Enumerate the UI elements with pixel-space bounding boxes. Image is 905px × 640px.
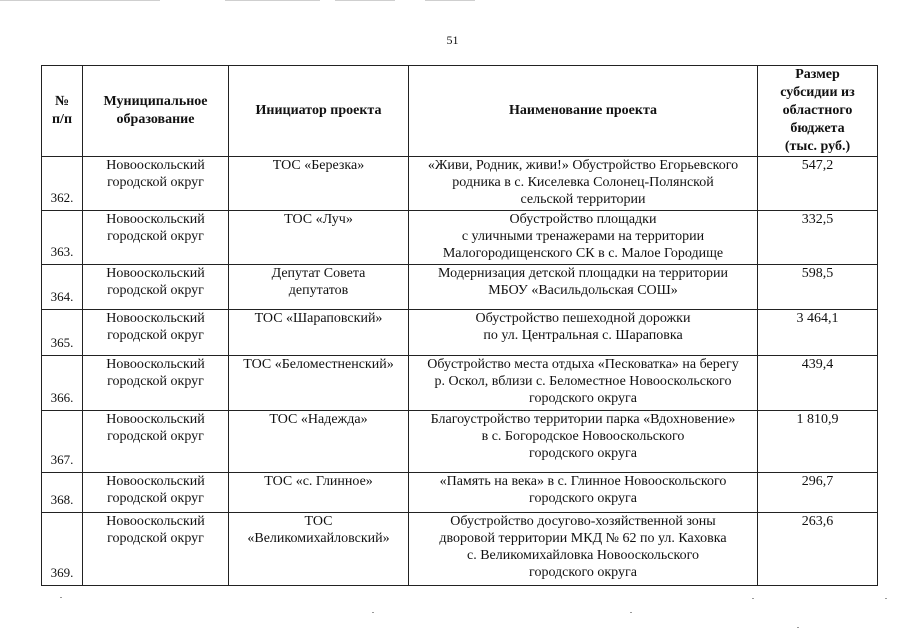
row-number: 367. (42, 411, 83, 473)
row-subsidy: 598,5 (758, 265, 878, 310)
row-project: Модернизация детской площадки на территории МБОУ «Васильдольская СОШ» (409, 265, 758, 310)
row-initiator: ТОС «Луч» (229, 211, 409, 265)
row-municipality: Новооскольский городской округ (83, 211, 229, 265)
table-header-row (42, 66, 878, 157)
row-initiator: ТОС «с. Глинное» (229, 473, 409, 513)
row-number: 366. (42, 356, 83, 411)
scan-edge-line (0, 0, 160, 1)
row-number: 364. (42, 265, 83, 310)
row-municipality: Новооскольский городской округ (83, 473, 229, 513)
scan-edge-line (425, 0, 475, 1)
row-municipality: Новооскольский городской округ (83, 513, 229, 586)
row-initiator: ТОС «Беломестненский» (229, 356, 409, 411)
row-number: 368. (42, 473, 83, 513)
row-subsidy: 3 464,1 (758, 310, 878, 356)
row-subsidy: 263,6 (758, 513, 878, 586)
scan-speck (372, 612, 374, 613)
page-number: 51 (446, 33, 459, 47)
scan-speck (752, 598, 754, 599)
scan-speck (630, 612, 632, 613)
scan-speck (885, 598, 887, 599)
table-row (42, 265, 878, 310)
row-number: 365. (42, 310, 83, 356)
row-initiator: ТОС «Надежда» (229, 411, 409, 473)
row-subsidy: 296,7 (758, 473, 878, 513)
row-project: Обустройство площадки с уличными тренажерами на территории Малогородищенского СК в с. Малое Городище (409, 211, 758, 265)
row-initiator: Депутат Совета депутатов (229, 265, 409, 310)
row-project: Обустройство места отдыха «Песковатка» на берегу р. Оскол, вблизи с. Беломестное Новооскольского городского округа (409, 356, 758, 411)
table-row (42, 473, 878, 513)
scan-edge-line (225, 0, 320, 1)
table-row (42, 157, 878, 211)
header-num: № п/п (42, 66, 83, 157)
scan-speck (797, 627, 799, 628)
row-subsidy: 439,4 (758, 356, 878, 411)
row-municipality: Новооскольский городской округ (83, 310, 229, 356)
row-number: 362. (42, 157, 83, 211)
subsidy-table (41, 65, 878, 586)
row-initiator: ТОС «Березка» (229, 157, 409, 211)
header-initiator: Инициатор проекта (229, 66, 409, 157)
row-municipality: Новооскольский городской округ (83, 265, 229, 310)
row-number: 369. (42, 513, 83, 586)
row-subsidy: 332,5 (758, 211, 878, 265)
row-municipality: Новооскольский городской округ (83, 411, 229, 473)
header-municipality: Муниципальное образование (83, 66, 229, 157)
row-municipality: Новооскольский городской округ (83, 157, 229, 211)
row-number: 363. (42, 211, 83, 265)
table-row (42, 356, 878, 411)
row-project: «Память на века» в с. Глинное Новооскольского городского округа (409, 473, 758, 513)
scan-edge-line (335, 0, 395, 1)
row-initiator: ТОС «Великомихайловский» (229, 513, 409, 586)
table-row (42, 310, 878, 356)
header-project: Наименование проекта (409, 66, 758, 157)
row-project: «Живи, Родник, живи!» Обустройство Егорьевского родника в с. Киселевка Солонец-Полянской сельской территории (409, 157, 758, 211)
table-row (42, 411, 878, 473)
row-initiator: ТОС «Шараповский» (229, 310, 409, 356)
row-project: Благоустройство территории парка «Вдохновение» в с. Богородское Новооскольского городского округа (409, 411, 758, 473)
table-row (42, 211, 878, 265)
row-project: Обустройство досугово-хозяйственной зоны дворовой территории МКД № 62 по ул. Каховка с. Великомихайловка Новооскольского городского округа (409, 513, 758, 586)
row-project: Обустройство пешеходной дорожки по ул. Центральная с. Шараповка (409, 310, 758, 356)
scan-speck (60, 597, 62, 598)
table-row (42, 513, 878, 586)
header-subsidy: Размер субсидии из областного бюджета (тыс. руб.) (758, 66, 878, 157)
row-subsidy: 1 810,9 (758, 411, 878, 473)
row-subsidy: 547,2 (758, 157, 878, 211)
row-municipality: Новооскольский городской округ (83, 356, 229, 411)
